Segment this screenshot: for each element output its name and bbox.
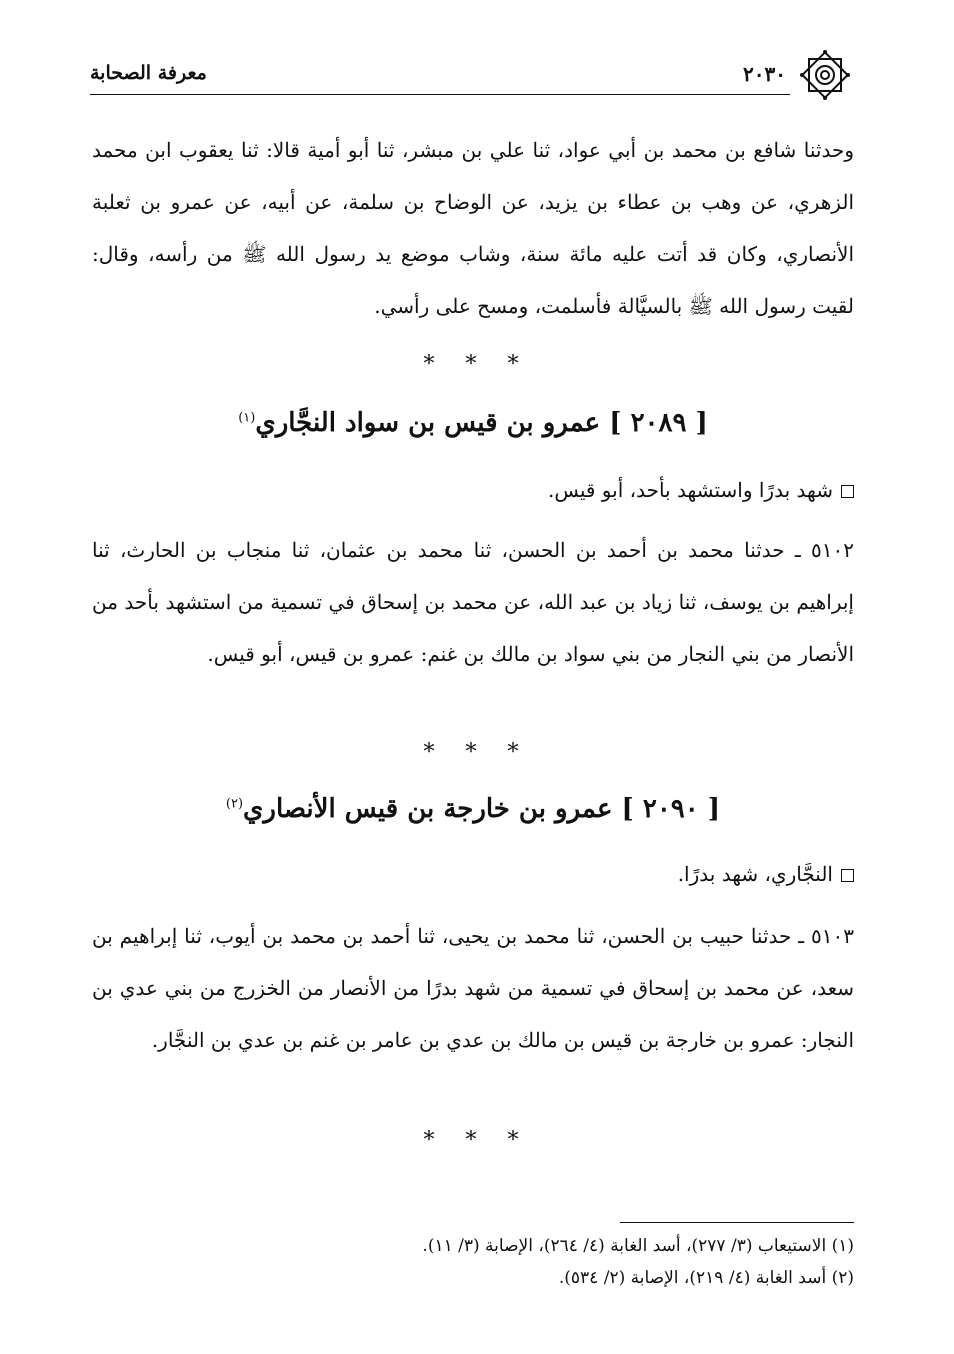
footnote: (٢) أسد الغابة (٤/ ٢١٩)، الإصابة (٢/ ٥٣٤). [558, 1268, 854, 1288]
footnote-rule [620, 1222, 854, 1223]
entry-note-text: شهد بدرًا واستشهد بأحد، أبو قيس. [548, 478, 833, 502]
entry-heading [92, 408, 854, 438]
square-bullet-icon [841, 485, 854, 498]
page-number: ٢٠٣٠ [743, 62, 786, 86]
square-bullet-icon [841, 869, 854, 882]
page-header [90, 58, 854, 98]
footnote-ref: (٢) [225, 796, 244, 812]
section-divider: * * * [423, 1128, 531, 1153]
entry-note [92, 478, 854, 502]
entry-heading-text: [ ٢٠٨٩ ] عمرو بن قيس بن سواد النجَّاري [255, 408, 708, 438]
footnote-ref: (١) [238, 410, 256, 426]
footnote: (١) الاستيعاب (٣/ ٢٧٧)، أسد الغابة (٤/ ٢٦٤)، الإصابة (٣/ ١١). [422, 1236, 854, 1256]
hadith-paragraph: وحدثنا شافع بن محمد بن أبي عواد، ثنا علي بن مبشر، ثنا أبو أمية قالا: ثنا يعقوب ابن محمد الزهري، عن وهب بن عطاء بن يزيد، عن الوضاح بن سلمة، عن أبيه، عن عمرو بن ثعلبة الأنصاري، وكان قد أتت عليه مائة سنة، وشاب موضع يد رسول الله ﷺ من رأسه، وقال: لقيت رسول الله ﷺ بالسيَّالة فأسلمت، ومسح على رأسي. [92, 138, 854, 318]
header-rule [90, 94, 790, 95]
entry-note [92, 862, 854, 886]
book-title: معرفة الصحابة [90, 62, 207, 84]
section-divider: * * * [423, 352, 531, 377]
entry-heading [92, 794, 854, 824]
section-divider: * * * [423, 740, 531, 765]
entry-note-text: النجَّاري، شهد بدرًا. [677, 862, 833, 886]
hadith-paragraph: ٥١٠٣ ـ حدثنا حبيب بن الحسن، ثنا محمد بن يحيى، ثنا أحمد بن محمد بن أيوب، ثنا إبراهيم بن سعد، عن محمد بن إسحاق في تسمية من شهد بدرًا من الأنصار من الخزرج من بني عدي بن النجار: عمرو بن خارجة بن قيس بن مالك بن عدي بن عامر بن غنم بن عدي بن النجَّار. [92, 924, 854, 1052]
octagram-ornament-icon [796, 46, 854, 104]
hadith-paragraph: ٥١٠٢ ـ حدثنا محمد بن أحمد بن الحسن، ثنا محمد بن عثمان، ثنا منجاب بن الحارث، ثنا إبراهيم بن يوسف، ثنا زياد بن عبد الله، عن محمد بن إسحاق في تسمية من استشهد بأحد من الأنصار من بني النجار من بني سواد بن مالك بن غنم: عمرو بن قيس، أبو قيس. [92, 538, 854, 666]
entry-heading-text: [ ٢٠٩٠ ] عمرو بن خارجة بن قيس الأنصاري [243, 794, 721, 824]
